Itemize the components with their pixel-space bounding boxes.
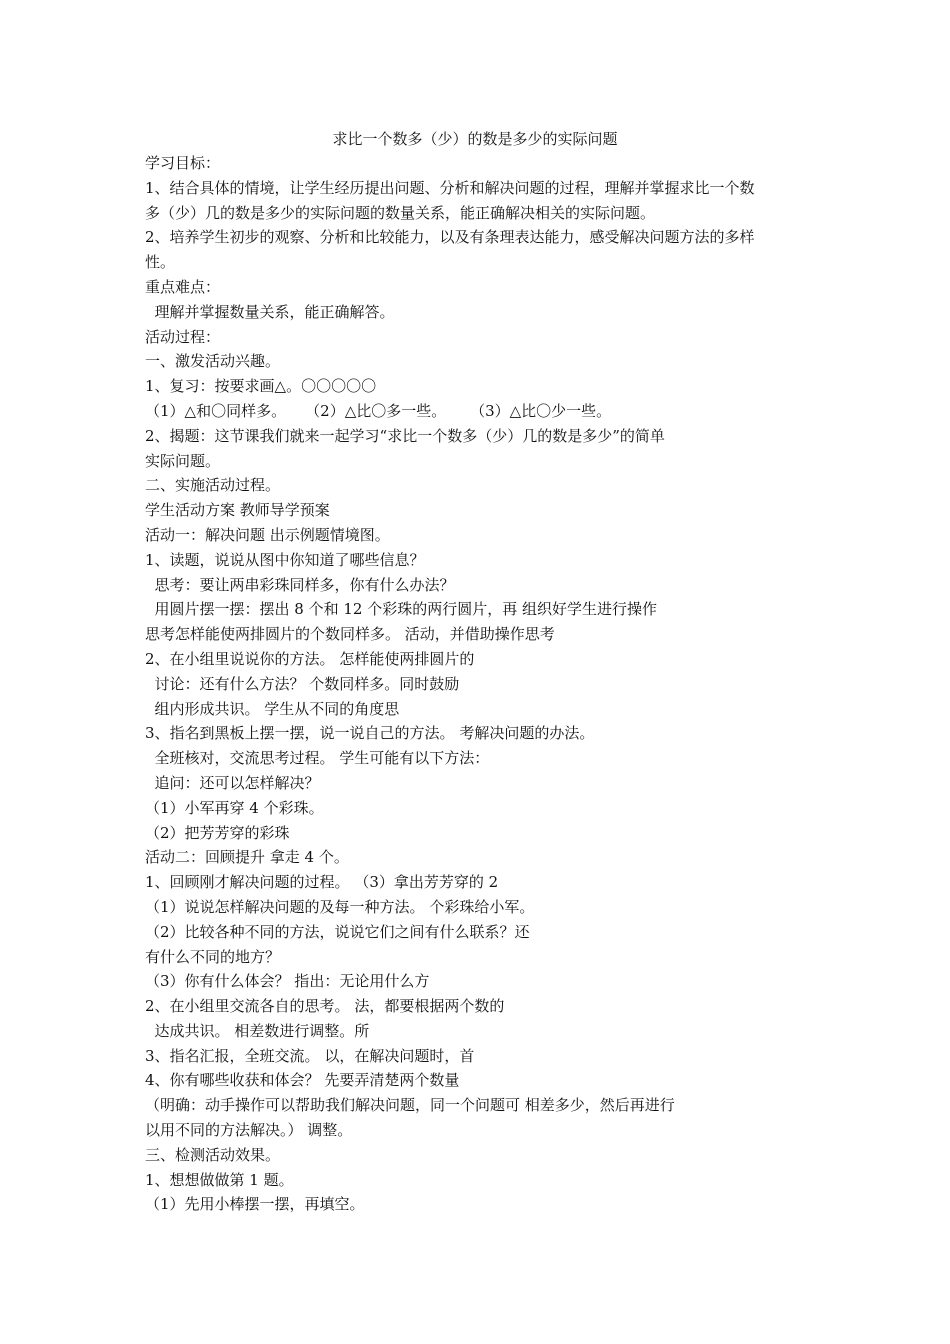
text-line: 学习目标： xyxy=(145,154,221,172)
text-line: （2）比较各种不同的方法，说说它们之间有什么联系？还 xyxy=(145,922,530,941)
text-line: （1）说说怎样解决问题的及每一种方法。 个彩珠给小军。 xyxy=(145,897,535,916)
text-line: （2）把芳芳穿的彩珠 xyxy=(145,823,290,842)
text-line: （1）先用小棒摆一摆，再填空。 xyxy=(145,1195,365,1214)
text-line: 1、复习：按要求画△。〇〇〇〇〇 xyxy=(145,377,377,396)
text-line: 1、想想做做第 1 题。 xyxy=(145,1170,294,1189)
text-line: 活动二：回顾提升 拿走 4 个。 xyxy=(145,848,349,867)
text-line: 1、结合具体的情境，让学生经历提出问题、分析和解决问题的过程，理解并掌握求比一个数 xyxy=(145,178,755,197)
text-line: （1）△和〇同样多。 （2）△比〇多一些。 （3）△比〇少一些。 xyxy=(145,401,612,420)
text-line: （3）你有什么体会？ 指出：无论用什么方 xyxy=(145,972,430,991)
text-line: 追问：还可以怎样解决？ xyxy=(145,773,320,792)
text-line: 2、揭题：这节课我们就来一起学习“求比一个数多（少）几的数是多少”的简单 xyxy=(145,426,665,445)
text-line: （明确：动手操作可以帮助我们解决问题，同一个问题可 相差多少，然后再进行 xyxy=(145,1096,675,1115)
document-body xyxy=(145,151,825,1217)
text-line: 实际问题。 xyxy=(145,451,221,470)
text-line: 二、实施活动过程。 xyxy=(145,476,281,495)
text-line: 1、读题，说说从图中你知道了哪些信息？ xyxy=(145,550,425,569)
text-line: 一、激发活动兴趣。 xyxy=(145,352,281,371)
text-line: 多（少）几的数是多少的实际问题的数量关系，能正确解决相关的实际问题。 xyxy=(145,203,656,222)
text-line: 3、指名汇报，全班交流。 以，在解决问题时，首 xyxy=(145,1046,475,1065)
text-line: 用圆片摆一摆：摆出 8 个和 12 个彩珠的两行圆片，再 组织好学生进行操作 xyxy=(145,600,658,619)
text-line: 讨论：还有什么方法？ 个数同样多。同时鼓励 xyxy=(145,674,460,693)
text-line: 重点难点： xyxy=(145,277,221,296)
text-line: 达成共识。 相差数进行调整。所 xyxy=(145,1021,370,1040)
text-line: 思考：要让两串彩珠同样多，你有什么办法？ xyxy=(145,575,455,594)
text-line: 组内形成共识。 学生从不同的角度思 xyxy=(145,699,400,718)
text-line: 1、回顾刚才解决问题的过程。 （3）拿出芳芳穿的 2 xyxy=(145,873,499,892)
text-line: 三、检测活动效果。 xyxy=(145,1145,281,1164)
text-line: 2、培养学生初步的观察、分析和比较能力，以及有条理表达能力，感受解决问题方法的多样 xyxy=(145,228,755,247)
text-line: （1）小军再穿 4 个彩珠。 xyxy=(145,798,324,817)
document-title: 求比一个数多（少）的数是多少的实际问题 xyxy=(332,130,618,148)
text-line: 活动一：解决问题 出示例题情境图。 xyxy=(145,525,390,544)
text-line: 2、在小组里交流各自的思考。 法，都要根据两个数的 xyxy=(145,997,505,1016)
text-line: 有什么不同的地方？ xyxy=(145,947,281,966)
text-line: 性。 xyxy=(145,253,176,272)
text-line: 2、在小组里说说你的方法。 怎样能使两排圆片的 xyxy=(145,649,475,668)
text-line: 学生活动方案 教师导学预案 xyxy=(145,501,330,520)
text-line: 活动过程： xyxy=(145,327,221,346)
text-line: 4、你有哪些收获和体会？ 先要弄清楚两个数量 xyxy=(145,1071,460,1090)
text-line: 思考怎样能使两排圆片的个数同样多。 活动，并借助操作思考 xyxy=(145,625,555,644)
text-line: 全班核对，交流思考过程。 学生可能有以下方法： xyxy=(145,749,490,768)
text-line: 3、指名到黑板上摆一摆，说一说自己的方法。 考解决问题的办法。 xyxy=(145,724,595,743)
text-line: 理解并掌握数量关系，能正确解答。 xyxy=(145,302,395,321)
text-line: 以用不同的方法解决。） 调整。 xyxy=(145,1121,353,1140)
